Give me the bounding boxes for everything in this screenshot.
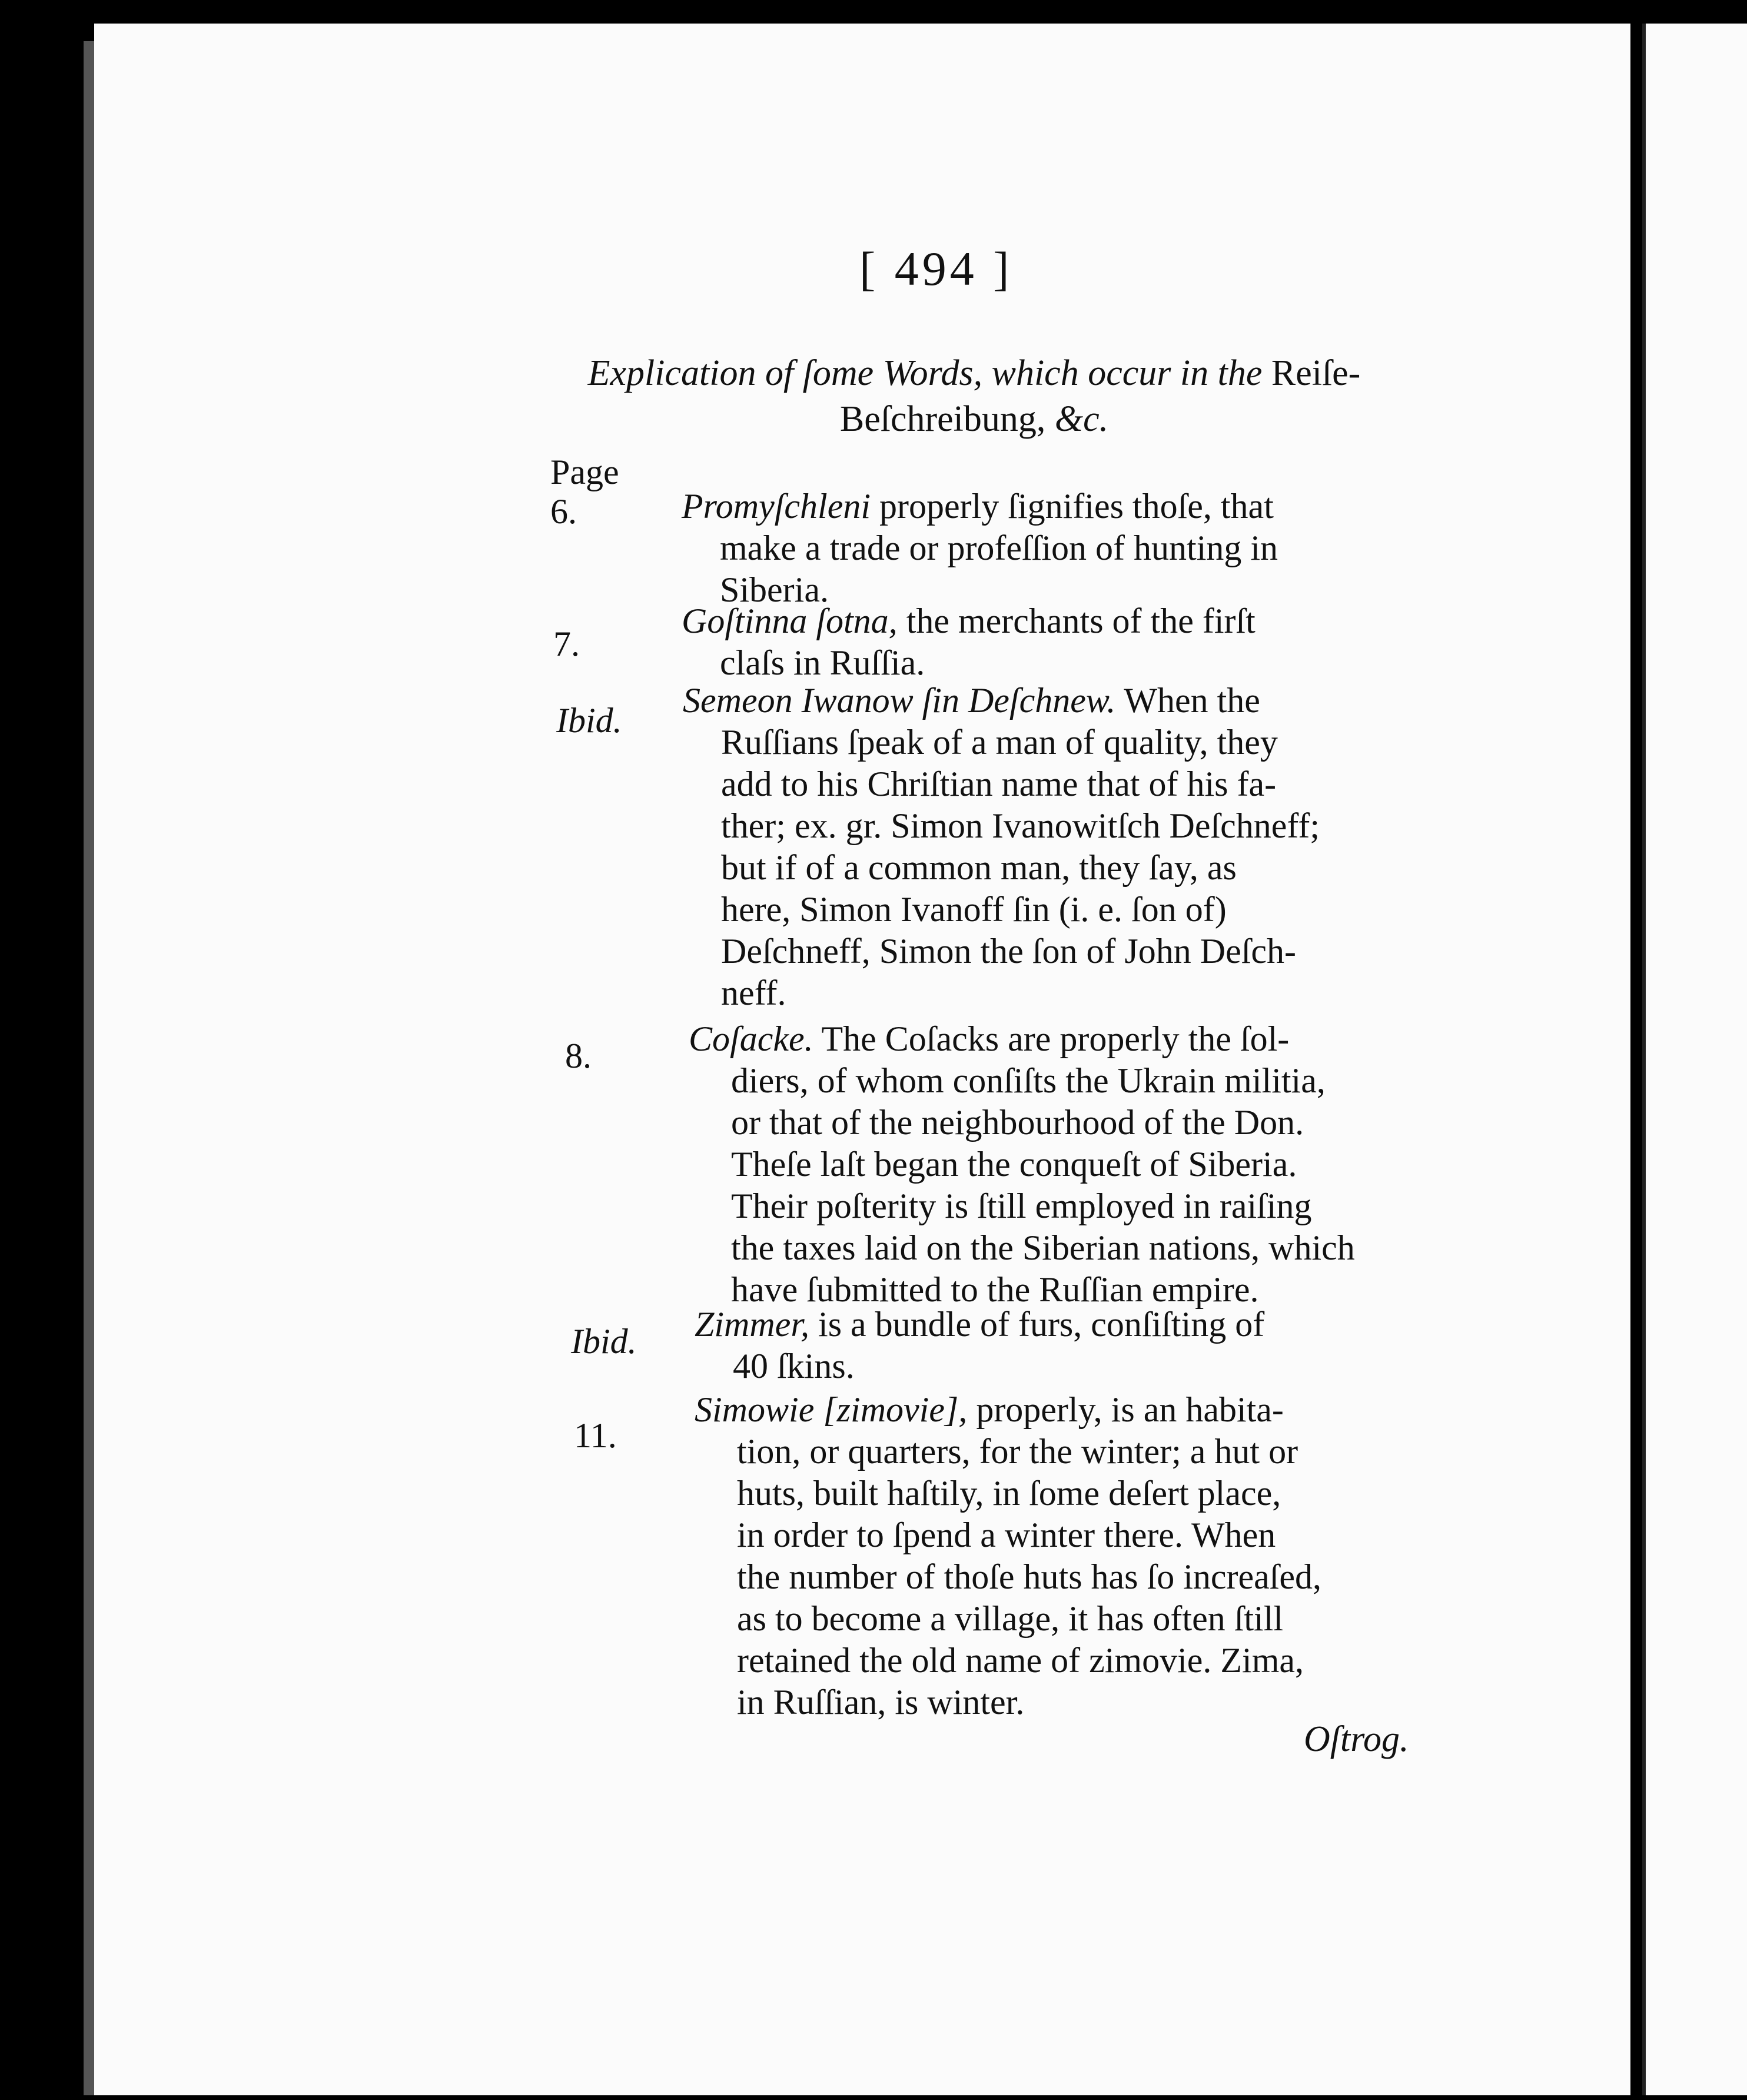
entry-line: is a bundle of furs, conſiſting of — [809, 1305, 1265, 1344]
entry-line: properly ſignifies thoſe, that — [871, 487, 1274, 526]
entry-line: tion, or quarters, for the winter; a hut or — [737, 1432, 1298, 1471]
entry-term: Goſtinna ſotna, — [682, 602, 898, 640]
entry — [682, 486, 1394, 611]
entry-line: diers, of whom conſiſts the Ukrain militia, — [731, 1061, 1326, 1100]
entry-ref: 8. — [565, 1036, 592, 1075]
entry-line: but if of a common man, they ſay, as — [721, 848, 1237, 887]
entry-ref: 7. — [553, 624, 580, 663]
book-spine — [84, 41, 94, 2095]
entry-line: Siberia. — [720, 570, 829, 609]
entry-term: Coſacke. — [689, 1019, 813, 1058]
entry-line: in order to ſpend a winter there. When — [737, 1516, 1276, 1554]
entry-line: neff. — [721, 973, 786, 1012]
entry-line: the taxes laid on the Siberian nations, which — [731, 1228, 1355, 1267]
entry-ref: Ibid. — [571, 1322, 637, 1361]
entry-line: have ſubmitted to the Ruſſian empire. — [731, 1270, 1259, 1309]
section-heading — [550, 350, 1398, 442]
heading-italic: Explication of ſome Words, which occur in the — [587, 353, 1263, 393]
entry-ref: Ibid. — [556, 701, 622, 740]
entry-line: or that of the neighbourhood of the Don. — [731, 1103, 1304, 1142]
entry-line: properly, is an habita- — [967, 1390, 1284, 1429]
heading-etc: &c. — [1054, 399, 1109, 439]
catchword: Oſtrog. — [1304, 1719, 1409, 1759]
entry-line: Their poſterity is ſtill employed in raiſing — [731, 1187, 1312, 1225]
entry-line: Theſe laſt began the conqueſt of Siberia. — [731, 1145, 1297, 1184]
entry — [695, 1389, 1424, 1723]
entry — [683, 680, 1401, 1014]
entry-line: make a trade or profeſſion of hunting in — [720, 529, 1278, 567]
entry-ref: 6. — [550, 492, 577, 531]
entry-line: add to his Chriſtian name that of his fa- — [721, 765, 1277, 803]
page-number: [ 494 ] — [859, 242, 1013, 295]
entry-line: 40 ſkins. — [733, 1347, 855, 1385]
entry — [689, 1018, 1413, 1311]
entry-line: ther; ex. gr. Simon Ivanowitſch Deſchneff; — [721, 806, 1320, 845]
entry-line: When the — [1115, 681, 1260, 720]
entry-line: in Ruſſian, is winter. — [737, 1683, 1025, 1722]
entry-line: huts, built haſtily, in ſome deſert place, — [737, 1474, 1281, 1513]
entry-term: Zimmer, — [695, 1305, 810, 1344]
entry-term: Simowie [zimovie], — [695, 1390, 968, 1429]
entry-term: Promyſchleni — [682, 487, 871, 526]
entry-line: claſs in Ruſſia. — [720, 643, 925, 682]
entry-line: Ruſſians ſpeak of a man of quality, they — [721, 723, 1278, 762]
entry-line: retained the old name of zimovie. Zima, — [737, 1641, 1304, 1680]
facing-page-edge — [1642, 24, 1747, 2095]
entry-term: Semeon Iwanow ſin Deſchnew. — [683, 681, 1116, 720]
entry — [682, 600, 1394, 684]
entry-line: the merchants of the firſt — [897, 602, 1256, 640]
entry-line: as to become a village, it has often ſtill — [737, 1599, 1284, 1638]
entry-line: here, Simon Ivanoff ſin (i. e. ſon of) — [721, 890, 1227, 929]
heading-roman: Reiſe-Beſchreibung, — [839, 353, 1361, 439]
entry-line: the number of thoſe huts has ſo increaſed, — [737, 1557, 1322, 1596]
entry-line: The Coſacks are properly the ſol- — [813, 1019, 1290, 1058]
entry-ref: 11. — [574, 1416, 617, 1455]
entry — [695, 1304, 1419, 1387]
entry-line: Deſchneff, Simon the ſon of John Deſch- — [721, 932, 1297, 971]
page-column-label: Page — [550, 453, 619, 491]
